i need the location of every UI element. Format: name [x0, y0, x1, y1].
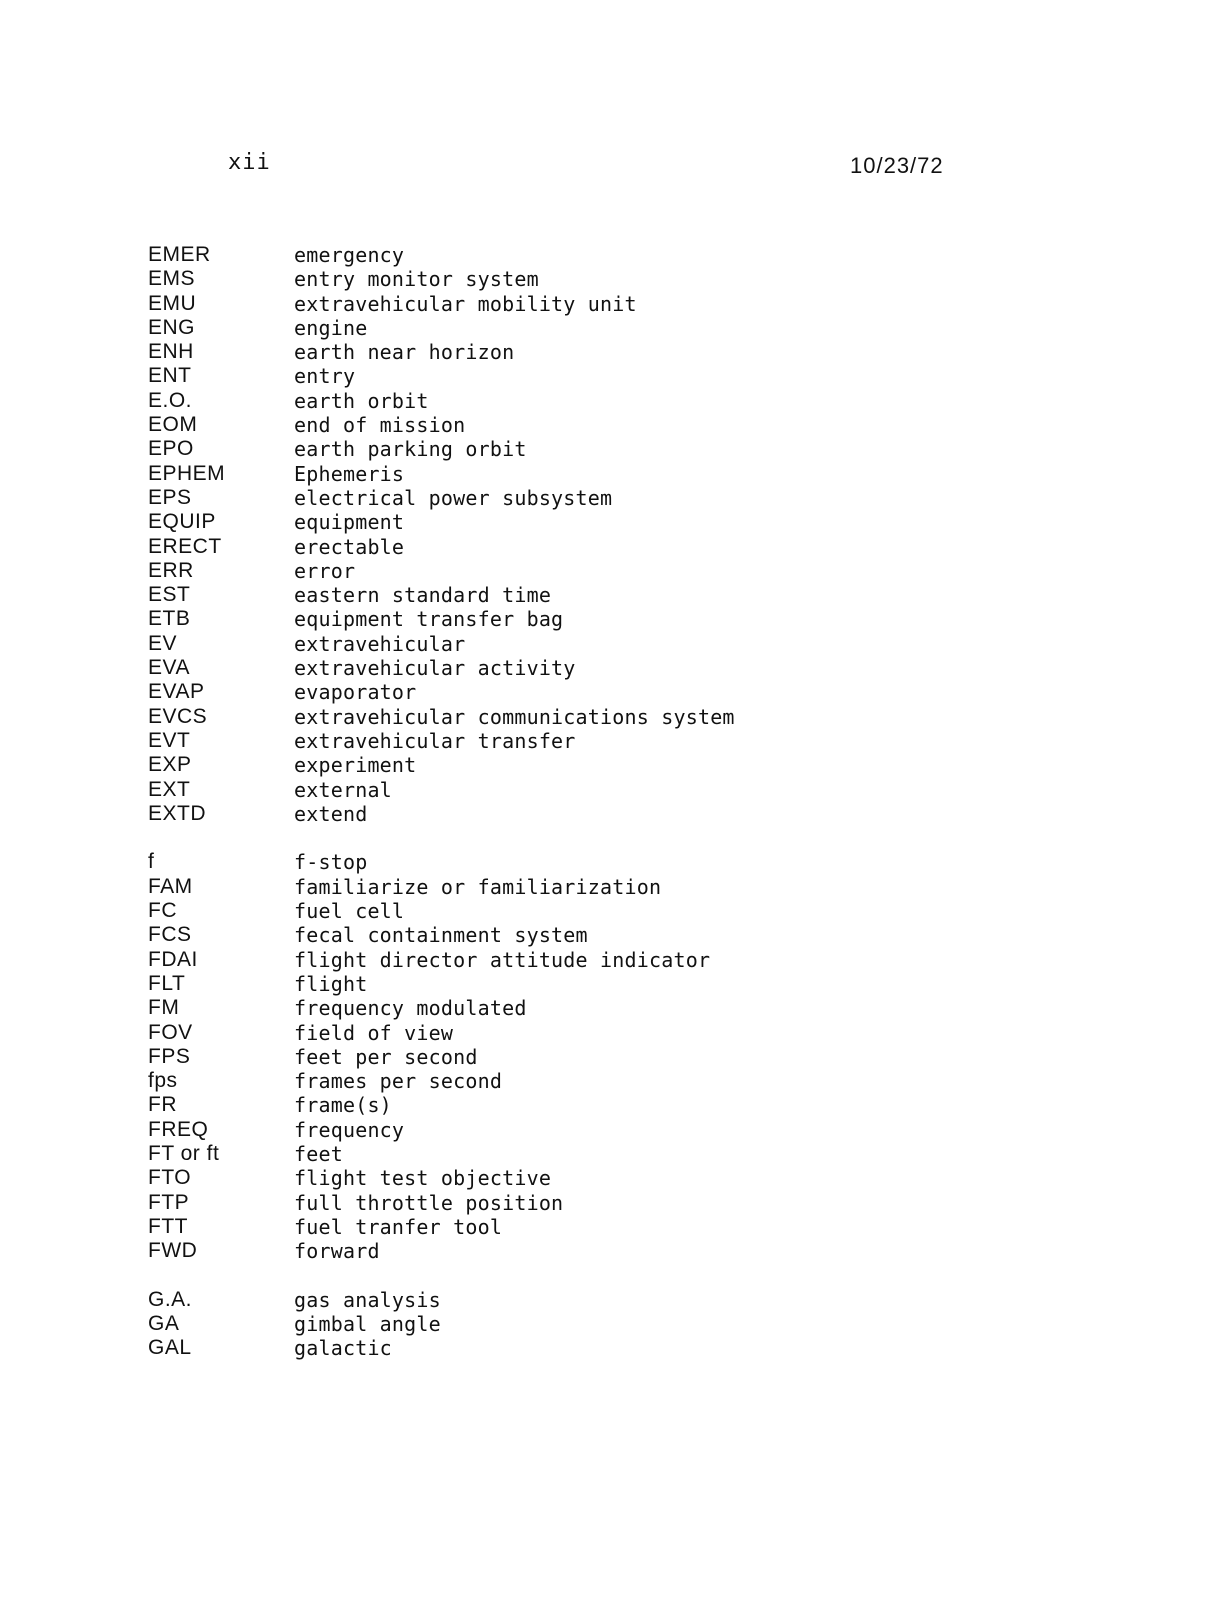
abbreviation: ERECT	[148, 534, 222, 558]
definition: Ephemeris	[294, 461, 405, 486]
abbreviation: FTP	[148, 1190, 190, 1214]
abbreviation: f	[148, 850, 155, 874]
glossary-row	[148, 1336, 908, 1360]
definition: fecal containment system	[294, 923, 588, 948]
glossary-row	[148, 1166, 908, 1190]
glossary-row	[148, 996, 908, 1020]
glossary-row	[148, 948, 908, 972]
abbreviation: fps	[148, 1069, 178, 1093]
glossary-row	[148, 753, 908, 777]
glossary	[148, 243, 908, 1361]
abbreviation: EMER	[148, 243, 211, 266]
glossary-row	[148, 437, 908, 461]
glossary-row	[148, 607, 908, 631]
glossary-row	[148, 340, 908, 364]
page-number: xii	[228, 150, 271, 175]
definition: fuel tranfer tool	[294, 1214, 503, 1239]
definition: earth parking orbit	[294, 437, 527, 462]
abbreviation: EQUIP	[148, 510, 216, 534]
glossary-row	[148, 413, 908, 437]
definition: f-stop	[294, 850, 368, 875]
definition: feet per second	[294, 1044, 478, 1069]
definition: external	[294, 777, 392, 802]
glossary-row	[148, 656, 908, 680]
glossary-row	[148, 1142, 908, 1166]
abbreviation: FCS	[148, 923, 192, 947]
glossary-group	[148, 850, 908, 1263]
definition: forward	[294, 1239, 380, 1264]
glossary-group	[148, 243, 908, 826]
definition: extravehicular communications system	[294, 704, 735, 729]
definition: full throttle position	[294, 1190, 564, 1215]
glossary-row	[148, 364, 908, 388]
abbreviation: EVT	[148, 728, 191, 752]
glossary-row	[148, 559, 908, 583]
definition: gimbal angle	[294, 1312, 441, 1337]
abbreviation: EXP	[148, 753, 192, 777]
definition: galactic	[294, 1336, 392, 1361]
abbreviation: ETB	[148, 607, 191, 631]
definition: earth near horizon	[294, 340, 515, 365]
glossary-row	[148, 972, 908, 996]
definition: feet	[294, 1141, 343, 1166]
definition: fuel cell	[294, 899, 405, 924]
abbreviation: ENG	[148, 315, 196, 339]
abbreviation: FPS	[148, 1044, 191, 1068]
definition: entry monitor system	[294, 267, 539, 292]
abbreviation: EVCS	[148, 704, 208, 728]
glossary-row	[148, 1021, 908, 1045]
definition: flight director attitude indicator	[294, 947, 711, 972]
glossary-row	[148, 875, 908, 899]
abbreviation: EPS	[148, 485, 192, 509]
definition: emergency	[294, 243, 405, 267]
glossary-row	[148, 899, 908, 923]
glossary-row	[148, 1069, 908, 1093]
glossary-row	[148, 1118, 908, 1142]
abbreviation: ENH	[148, 340, 194, 364]
abbreviation: EXT	[148, 777, 191, 801]
abbreviation: EMU	[148, 291, 197, 315]
glossary-row	[148, 632, 908, 656]
abbreviation: FTT	[148, 1214, 188, 1238]
glossary-row	[148, 583, 908, 607]
definition: flight test objective	[294, 1166, 552, 1191]
glossary-row	[148, 1288, 908, 1312]
abbreviation: FR	[148, 1093, 177, 1117]
definition: frame(s)	[294, 1093, 392, 1118]
abbreviation: EXTD	[148, 801, 207, 825]
glossary-group	[148, 1288, 908, 1361]
definition: evaporator	[294, 680, 417, 705]
glossary-row	[148, 1191, 908, 1215]
abbreviation: ERR	[148, 558, 194, 582]
abbreviation: GA	[148, 1312, 180, 1336]
glossary-row	[148, 389, 908, 413]
definition: extravehicular	[294, 631, 466, 656]
definition: end of mission	[294, 413, 466, 438]
abbreviation: FTO	[148, 1166, 192, 1190]
glossary-row	[148, 705, 908, 729]
definition: familiarize or familiarization	[294, 874, 662, 899]
glossary-row	[148, 316, 908, 340]
definition: extravehicular activity	[294, 656, 576, 681]
abbreviation: FC	[148, 899, 177, 923]
definition: electrical power subsystem	[294, 485, 613, 510]
definition: earth orbit	[294, 388, 429, 413]
definition: flight	[294, 971, 368, 996]
glossary-row	[148, 802, 908, 826]
definition: field of view	[294, 1020, 454, 1045]
definition: frequency	[294, 1117, 405, 1142]
abbreviation: EVA	[148, 656, 190, 680]
definition: engine	[294, 315, 368, 340]
glossary-row	[148, 729, 908, 753]
definition: extravehicular transfer	[294, 728, 576, 753]
definition: extend	[294, 801, 368, 826]
abbreviation: FDAI	[148, 947, 198, 971]
abbreviation: EST	[148, 583, 191, 607]
definition: frequency modulated	[294, 996, 527, 1021]
abbreviation: FOV	[148, 1020, 193, 1044]
abbreviation: GAL	[148, 1336, 192, 1360]
abbreviation: FT or ft	[148, 1141, 220, 1165]
definition: error	[294, 558, 356, 583]
abbreviation: E.O.	[148, 388, 193, 412]
abbreviation: EV	[148, 631, 178, 655]
glossary-row	[148, 1239, 908, 1263]
glossary-row	[148, 850, 908, 874]
abbreviation: EPO	[148, 437, 194, 461]
definition: entry	[294, 364, 356, 389]
abbreviation: FWD	[148, 1239, 198, 1263]
glossary-row	[148, 1093, 908, 1117]
glossary-row	[148, 778, 908, 802]
glossary-row	[148, 923, 908, 947]
glossary-row	[148, 1312, 908, 1336]
definition: eastern standard time	[294, 583, 552, 608]
glossary-row	[148, 486, 908, 510]
definition: frames per second	[294, 1069, 503, 1094]
page-date: 10/23/72	[850, 153, 944, 178]
glossary-row	[148, 243, 908, 267]
definition: experiment	[294, 753, 417, 778]
glossary-row	[148, 1045, 908, 1069]
glossary-row	[148, 292, 908, 316]
abbreviation: EPHEM	[148, 461, 226, 485]
glossary-row	[148, 1215, 908, 1239]
abbreviation: ENT	[148, 364, 192, 388]
glossary-row	[148, 535, 908, 559]
abbreviation: EOM	[148, 413, 198, 437]
definition: equipment transfer bag	[294, 607, 564, 632]
abbreviation: FAM	[148, 874, 193, 898]
glossary-row	[148, 510, 908, 534]
glossary-row	[148, 462, 908, 486]
abbreviation: EMS	[148, 267, 196, 291]
definition: extravehicular mobility unit	[294, 291, 637, 316]
definition: equipment	[294, 510, 405, 535]
abbreviation: FREQ	[148, 1117, 209, 1141]
abbreviation: G.A.	[148, 1287, 193, 1311]
abbreviation: EVAP	[148, 680, 205, 704]
glossary-row	[148, 680, 908, 704]
definition: erectable	[294, 534, 405, 559]
glossary-row	[148, 267, 908, 291]
definition: gas analysis	[294, 1287, 441, 1312]
abbreviation: FM	[148, 996, 180, 1020]
abbreviation: FLT	[148, 971, 186, 995]
